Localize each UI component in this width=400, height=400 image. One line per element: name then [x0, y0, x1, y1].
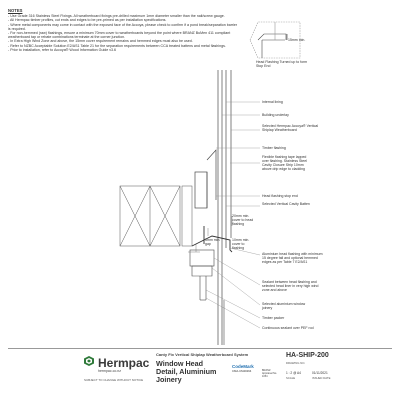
- codemark-code: CMA-CM40294: [232, 369, 252, 373]
- drawing-number-label: DRAWING NO.: [286, 361, 306, 365]
- callout-label: Flexible flashing tape lapped over flashing. Stainless Steel Cavity Closure Strip 10mm above drip edge to cladding: [262, 155, 307, 172]
- inset-caption: Head Flashing Turned up to form Stop End: [256, 60, 308, 69]
- callout-label: Selected aluminium window joinery: [262, 302, 306, 311]
- timber-framing: [120, 186, 192, 246]
- callout-label: Continuous sealant over PEF rod: [262, 326, 314, 330]
- callout-label: Timber packer: [262, 316, 285, 320]
- wall-section: [195, 70, 231, 345]
- callout-label: Sealant between head flashing and selected head liner in very high wind zone and above: [262, 280, 319, 293]
- dimensions: [188, 216, 232, 252]
- system-name: Canty Fix Vertical Shiplap Weatherboard System: [156, 352, 249, 357]
- window-joinery: [190, 250, 214, 300]
- drawing-title-line: Detail, Aluminium: [156, 367, 217, 376]
- callout-dimension: 10mm min. cover to flashing: [232, 238, 250, 251]
- callout-label: Internal lining: [262, 100, 283, 104]
- brand-name: Hermpac: [98, 356, 150, 370]
- note-item: - Where metal components may come in contact with the exposed face of the Accoya, please check to confirm if a pond break/separation barrier is required.: [8, 22, 238, 31]
- notes-title: NOTES: [8, 8, 23, 13]
- branz-appraisal: BRANZ Appraisal No. 1054: [262, 369, 278, 378]
- callout-label: Head flashing stop end: [262, 194, 298, 198]
- issued-date-label: ISSUED DATE: [312, 376, 331, 380]
- note-item: - In Extra High Wind Zone and above, the 15mm cover requirement remains and hemmed edges must also be used.: [8, 39, 193, 44]
- issued-date: 01/11/2021: [312, 371, 328, 375]
- codemark-logo: CodeMark: [232, 364, 254, 369]
- callout-label: Selected Vertical Cavity Batten: [262, 202, 310, 206]
- callout-dimension: 5mm min. gap: [205, 238, 221, 247]
- note-item: - Prior to installation, refer to Accoya® Wood Information Guide v3.6: [8, 47, 117, 52]
- note-item: - For non-hemmed (raw) flashings, ensure a minimum 70mm cover to weatherboards beyond the point where BRANZ BuMen 411 compliant weatherboard tap or rebate combinations terminate at the corner junction.: [8, 31, 231, 40]
- note-item: - Use Grade 316 Stainless Steel Fixings. All weatherboard fixings pre-drilled maximum 1mm diameter smaller than the nail/screw gauge.: [8, 14, 225, 19]
- hermpac-logo-icon: [84, 356, 94, 366]
- callout-label: Timber flashing: [262, 146, 286, 150]
- note-item: - All Hermpac timber profiles, cut ends and edges to be pre-primed as per installation specifications.: [8, 18, 167, 23]
- disclaimer: SUBJECT TO CHANGE WITHOUT NOTICE: [84, 378, 144, 382]
- drawing-title-line: Window Head: [156, 359, 204, 368]
- scale-value: 1 : 2 @ A4: [286, 371, 301, 375]
- callout-dimension: 20mm min. cover to head flashing: [232, 214, 254, 227]
- callout-label: Selected Hermpac Accoya® Vertical Shiplap Weatherboard: [262, 124, 319, 133]
- scale-label: SCALE: [286, 376, 296, 380]
- drawing-number: HA-SHIP-200: [286, 352, 329, 359]
- callout-label: Aluminium head flashing with minimum 15 degree fall and optional hemmed edges as per Table 7 E2/AS1: [262, 252, 323, 265]
- website: hermpac.co.nz: [98, 369, 121, 373]
- inset-dimension: 15mm min.: [288, 38, 306, 42]
- drawing-title: [156, 360, 226, 384]
- drawing-title-line: Joinery: [156, 375, 182, 384]
- callout-label: Building underlay: [262, 113, 289, 117]
- note-item: - Refer to NZBC Acceptable Solution E2/AS1 Table 21 for the separation requirements between CCA treated battens and metal flashings.: [8, 43, 226, 48]
